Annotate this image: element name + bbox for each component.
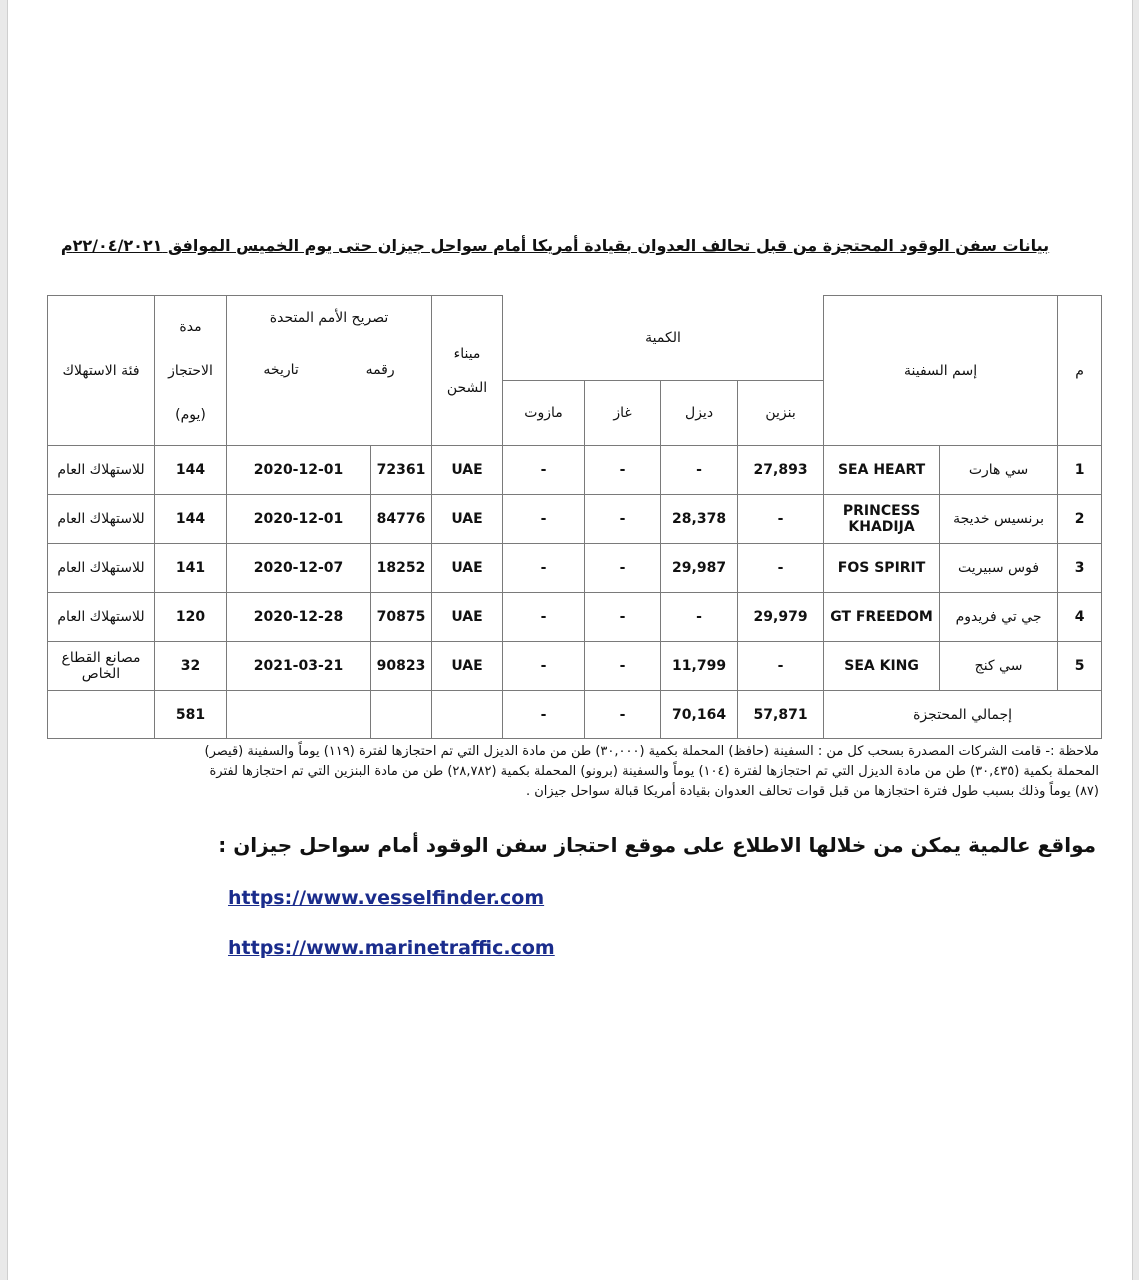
consumption-value: مصانع القطاع الخاص	[48, 642, 155, 691]
ship-name-ar: برنسيس خديجة	[940, 495, 1058, 544]
permit-date-value: 2020-12-01	[227, 495, 371, 544]
header-detention-line1: مدة	[179, 318, 202, 335]
ship-name-ar: سي هارت	[940, 446, 1058, 495]
detention-days-value: 144	[155, 495, 227, 544]
total-consumption-empty	[48, 691, 155, 739]
permit-date-value: 2020-12-01	[227, 446, 371, 495]
total-permit-date-empty	[227, 691, 371, 739]
left-window-edge	[0, 0, 8, 1280]
header-permit-number: رقمه	[365, 362, 395, 378]
diesel-value: -	[661, 446, 738, 495]
row-index: 1	[1058, 446, 1102, 495]
header-detention-line2: الاحتجاز	[168, 362, 213, 379]
ship-name-ar: سي كنج	[940, 642, 1058, 691]
total-diesel: 70,164	[661, 691, 738, 739]
permit-number-value: 90823	[371, 642, 432, 691]
mazut-value: -	[503, 593, 585, 642]
gas-value: -	[585, 642, 661, 691]
header-permit-date: تاريخه	[263, 362, 299, 378]
header-port	[432, 296, 503, 446]
mazut-value: -	[503, 544, 585, 593]
ship-name-en: FOS SPIRIT	[824, 544, 940, 593]
header-port-line2: الشحن	[446, 379, 488, 396]
mazut-value: -	[503, 495, 585, 544]
header-quantity: الكمية	[503, 296, 824, 381]
ship-name-en: PRINCESS KHADIJA	[824, 495, 940, 544]
header-port-line1: ميناء	[453, 345, 481, 362]
permit-number-value: 70875	[371, 593, 432, 642]
consumption-value: للاستهلاك العام	[48, 544, 155, 593]
detention-days-value: 144	[155, 446, 227, 495]
row-index: 2	[1058, 495, 1102, 544]
diesel-value: -	[661, 593, 738, 642]
petrol-value: 29,979	[738, 593, 824, 642]
diesel-value: 11,799	[661, 642, 738, 691]
header-diesel: ديزل	[661, 381, 738, 446]
mazut-value: -	[503, 446, 585, 495]
petrol-value: 27,893	[738, 446, 824, 495]
permit-date-value: 2020-12-28	[227, 593, 371, 642]
table-row	[48, 544, 1102, 593]
total-days: 581	[155, 691, 227, 739]
detention-days-value: 120	[155, 593, 227, 642]
port-value: UAE	[432, 544, 503, 593]
note-line-1: ملاحظة :- قامت الشركات المصدرة بسحب كل من : السفينة (حافظ) المحملة بكمية (٣٠,٠٠٠) طن من مادة الديزل التي تم احتجازها لفترة (١١٩) يوماً والسفينة (قيصر)	[204, 744, 1099, 759]
total-gas: -	[585, 691, 661, 739]
detention-days-value: 32	[155, 642, 227, 691]
permit-number-value: 18252	[371, 544, 432, 593]
table-row	[48, 495, 1102, 544]
note-line-3: (٨٧) يوماً وذلك بسبب طول فترة احتجازها من قبل قوات تحالف العدوان بقيادة أمريكا قبالة سواحل جيزان .	[525, 784, 1099, 799]
total-mazut: -	[503, 691, 585, 739]
page-title: بيانات سفن الوقود المحتجزة من قبل تحالف العدوان بقيادة أمريكا أمام سواحل جيزان حتى يوم الخميس الموافق ٢٢/٠٤/٢٠٢١م	[60, 236, 1050, 255]
header-petrol: بنزين	[738, 381, 824, 446]
diesel-value: 28,378	[661, 495, 738, 544]
petrol-value: -	[738, 544, 824, 593]
ship-name-en: GT FREEDOM	[824, 593, 940, 642]
header-un-permit	[227, 296, 432, 381]
row-index: 3	[1058, 544, 1102, 593]
header-un-permit-spacer	[227, 381, 432, 446]
total-row	[48, 691, 1102, 739]
table-row	[48, 446, 1102, 495]
petrol-value: -	[738, 495, 824, 544]
table-row	[48, 642, 1102, 691]
header-index: م	[1058, 296, 1102, 446]
diesel-value: 29,987	[661, 544, 738, 593]
permit-date-value: 2021-03-21	[227, 642, 371, 691]
permit-date-value: 2020-12-07	[227, 544, 371, 593]
consumption-value: للاستهلاك العام	[48, 495, 155, 544]
ship-name-ar: جي تي فريدوم	[940, 593, 1058, 642]
ship-name-en: SEA KING	[824, 642, 940, 691]
port-value: UAE	[432, 495, 503, 544]
sites-heading: مواقع عالمية يمكن من خلالها الاطلاع على موقع احتجاز سفن الوقود أمام سواحل جيزان :	[218, 833, 1096, 857]
gas-value: -	[585, 544, 661, 593]
header-mazut: مازوت	[503, 381, 585, 446]
detention-days-value: 141	[155, 544, 227, 593]
consumption-value: للاستهلاك العام	[48, 593, 155, 642]
vesselfinder-link[interactable]: https://www.vesselfinder.com	[228, 887, 545, 909]
detained-ships-table	[47, 295, 1102, 739]
port-value: UAE	[432, 446, 503, 495]
header-ship-name: إسم السفينة	[824, 296, 1058, 446]
permit-number-value: 84776	[371, 495, 432, 544]
total-port-empty	[432, 691, 503, 739]
note-paragraph	[54, 742, 1099, 802]
header-un-permit-label: تصريح الأمم المتحدة	[269, 310, 389, 326]
row-index: 5	[1058, 642, 1102, 691]
header-detention-line3: (يوم)	[175, 406, 206, 423]
gas-value: -	[585, 446, 661, 495]
total-label: إجمالي المحتجزة	[824, 691, 1102, 739]
total-petrol: 57,871	[738, 691, 824, 739]
ship-name-ar: فوس سبيريت	[940, 544, 1058, 593]
right-window-edge	[1132, 0, 1139, 1280]
total-permit-no-empty	[371, 691, 432, 739]
gas-value: -	[585, 593, 661, 642]
gas-value: -	[585, 495, 661, 544]
header-consumption: فئة الاستهلاك	[48, 296, 155, 446]
permit-number-value: 72361	[371, 446, 432, 495]
port-value: UAE	[432, 642, 503, 691]
header-detention-days	[155, 296, 227, 446]
port-value: UAE	[432, 593, 503, 642]
petrol-value: -	[738, 642, 824, 691]
row-index: 4	[1058, 593, 1102, 642]
ship-name-en: SEA HEART	[824, 446, 940, 495]
marinetraffic-link[interactable]: https://www.marinetraffic.com	[228, 937, 555, 959]
header-gas: غاز	[585, 381, 661, 446]
note-line-2: المحملة بكمية (٣٠,٤٣٥) طن من مادة الديزل التي تم احتجازها لفترة (١٠٤) يوماً والسفينة (برونو) المحملة بكمية (٢٨,٧٨٢) طن من مادة البنزين التي تم احتجازها لفترة	[209, 764, 1099, 779]
mazut-value: -	[503, 642, 585, 691]
consumption-value: للاستهلاك العام	[48, 446, 155, 495]
table-row	[48, 593, 1102, 642]
